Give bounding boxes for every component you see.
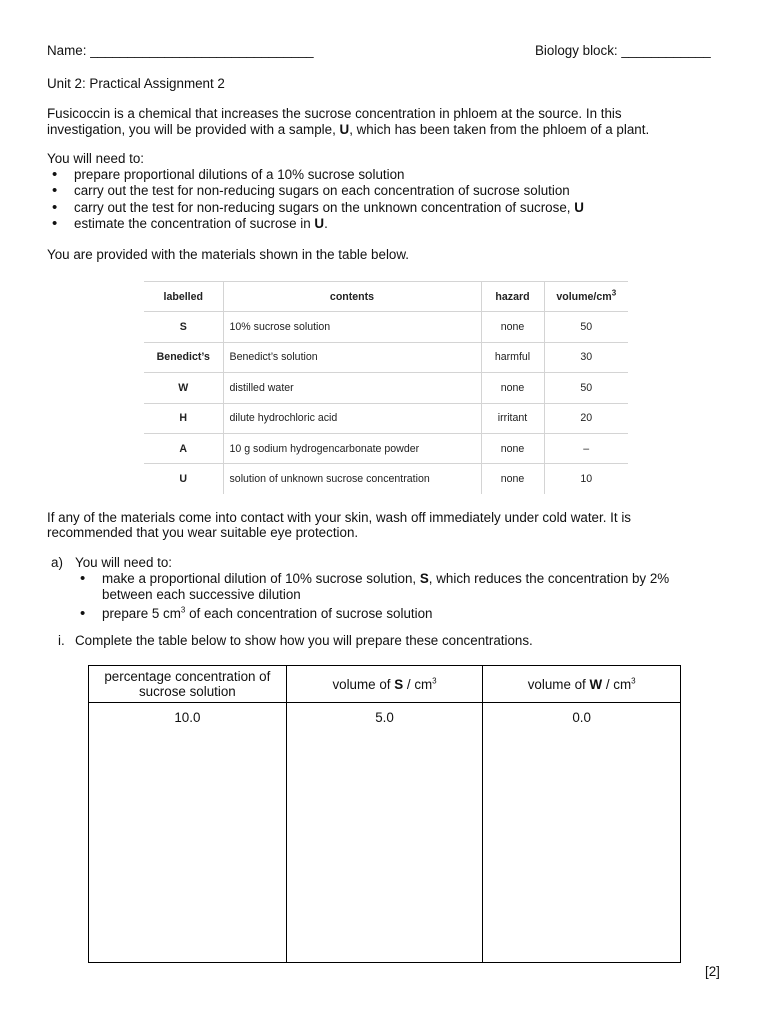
list-item: • carry out the test for non-reducing sugars on the unknown concentration of sucrose, U [47, 200, 584, 216]
part-a-heading: You will need to: [75, 555, 173, 570]
table-row: Benedict’s Benedict’s solution harmful 30 [144, 342, 628, 372]
volume-w-cell[interactable]: 0.0 [483, 703, 681, 963]
list-item: • make a proportional dilution of 10% sucrose solution, S, which reduces the concentration by 2% between each successive dilution [75, 571, 742, 604]
preparation-table [88, 665, 681, 963]
table-row[interactable] [89, 703, 681, 963]
table-row: W distilled water none 50 [144, 373, 628, 403]
table-row: U solution of unknown sucrose concentration none 10 [144, 464, 628, 494]
table-row: S 10% sucrose solution none 50 [144, 312, 628, 342]
biology-block-blank: ____________ [621, 43, 711, 58]
table-row: H dilute hydrochloric acid irritant 20 [144, 403, 628, 433]
marks-label: [2] [705, 964, 720, 979]
table-row: A 10 g sodium hydrogencarbonate powder none – [144, 433, 628, 463]
need-list [47, 167, 584, 233]
header-volume: volume/$cm^3$ [544, 282, 628, 312]
volume-s-cell[interactable]: 5.0 [286, 703, 483, 963]
biology-block-field [535, 43, 711, 59]
header-hazard: hazard [481, 282, 544, 312]
header-contents: contents [223, 282, 481, 312]
concentration-cell[interactable]: 10.0 [89, 703, 287, 963]
header-volume-s: volume of S / $cm^3$ [286, 666, 483, 703]
list-item: • carry out the test for non-reducing sugars on each concentration of sucrose solution [47, 183, 584, 199]
unit-title: Unit 2: Practical Assignment 2 [47, 76, 225, 91]
header-concentration: percentage concentration of sucrose solution [89, 666, 287, 703]
header-volume-w: volume of W / $cm^3$ [483, 666, 681, 703]
safety-line-1: If any of the materials come into contact with your skin, wash off immediately under cold water. It is [47, 510, 631, 525]
part-a-list [75, 571, 742, 622]
name-label: Name: [47, 43, 87, 58]
materials-intro: You are provided with the materials shown in the table below. [47, 247, 410, 262]
part-i-marker: i. [58, 633, 65, 648]
safety-line-2: recommended that you wear suitable eye protection. [47, 525, 359, 540]
list-item: • prepare proportional dilutions of a 10% sucrose solution [47, 167, 584, 183]
header-labelled: labelled [144, 282, 223, 312]
part-i-text: Complete the table below to show how you will prepare these concentrations. [75, 633, 533, 648]
list-item: • estimate the concentration of sucrose in U. [47, 216, 584, 232]
list-item: • prepare 5 $cm^3$ of each concentration of sucrose solution [75, 606, 742, 622]
intro-line-1: Fusicoccin is a chemical that increases the sucrose concentration in phloem at the source. In this [47, 106, 622, 121]
materials-table [144, 281, 628, 494]
biology-block-label: Biology block: [535, 43, 618, 58]
need-heading: You will need to: [47, 151, 145, 166]
name-blank: ______________________________ [90, 43, 314, 58]
intro-line-2: investigation, you will be provided with a sample, U, which has been taken from the phloem of a plant. [47, 122, 650, 137]
part-a-marker: a) [51, 555, 63, 570]
name-field [47, 43, 314, 59]
